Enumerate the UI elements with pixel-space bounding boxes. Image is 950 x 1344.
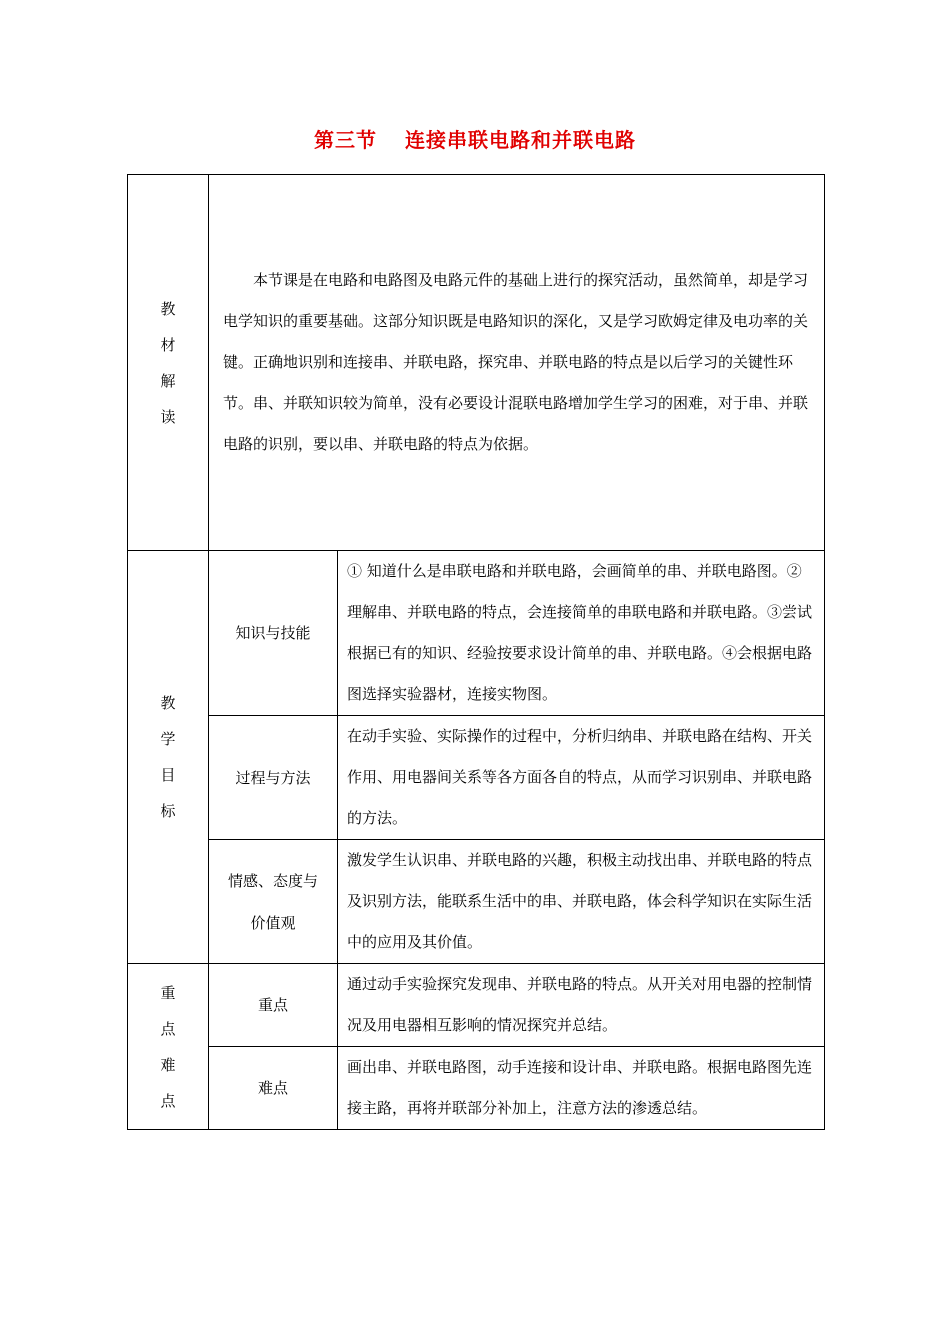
goal-content-knowledge: ① 知道什么是串联电路和并联电路，会画简单的串、并联电路图。②理解串、并联电路的特点，会连接简单的串联电路和并联电路。③尝试根据已有的知识、经验按要求设计简单的串、并联电路。④会根据电路图选择实验器材，连接实物图。	[338, 551, 825, 716]
page-title	[0, 124, 950, 153]
keypoint-row-focus	[128, 964, 825, 1047]
goal-name-process: 过程与方法	[209, 716, 338, 840]
textbook-row	[128, 175, 825, 551]
goal-row-knowledge	[128, 551, 825, 716]
goal-name-knowledge: 知识与技能	[209, 551, 338, 716]
goal-row-process	[128, 716, 825, 840]
keypoint-content-difficulty: 画出串、并联电路图，动手连接和设计串、并联电路。根据电路图先连接主路，再将并联部分补加上，注意方法的渗透总结。	[338, 1047, 825, 1130]
keypoint-name-difficulty: 难点	[209, 1047, 338, 1130]
goal-content-attitude: 激发学生认识串、并联电路的兴趣，积极主动找出串、并联电路的特点及识别方法，能联系生活中的串、并联电路，体会科学知识在实际生活中的应用及其价值。	[338, 840, 825, 964]
textbook-content: 本节课是在电路和电路图及电路元件的基础上进行的探究活动，虽然简单，却是学习电学知识的重要基础。这部分知识既是电路知识的深化，又是学习欧姆定律及电功率的关键。正确地识别和连接串、并联电路，探究串、并联电路的特点是以后学习的关键性环节。串、并联知识较为简单，没有必要设计混联电路增加学生学习的困难，对于串、并联电路的识别，要以串、并联电路的特点为依据。	[209, 175, 825, 551]
lesson-plan-table	[127, 174, 825, 1130]
goal-row-attitude	[128, 840, 825, 964]
keypoint-row-difficulty	[128, 1047, 825, 1130]
keypoint-content-focus: 通过动手实验探究发现串、并联电路的特点。从开关对用电器的控制情况及用电器相互影响的情况探究并总结。	[338, 964, 825, 1047]
goals-label: 教 学 目 标	[128, 551, 209, 964]
keypoints-label: 重 点 难 点	[128, 964, 209, 1130]
section-topic: 连接串联电路和并联电路	[405, 128, 636, 152]
section-number: 第三节	[314, 128, 377, 152]
keypoint-name-focus: 重点	[209, 964, 338, 1047]
goal-name-attitude: 情感、态度与 价值观	[209, 840, 338, 964]
textbook-label: 教 材 解 读	[128, 175, 209, 551]
goal-content-process: 在动手实验、实际操作的过程中，分析归纳串、并联电路在结构、开关作用、用电器间关系等各方面各自的特点，从而学习识别串、并联电路的方法。	[338, 716, 825, 840]
